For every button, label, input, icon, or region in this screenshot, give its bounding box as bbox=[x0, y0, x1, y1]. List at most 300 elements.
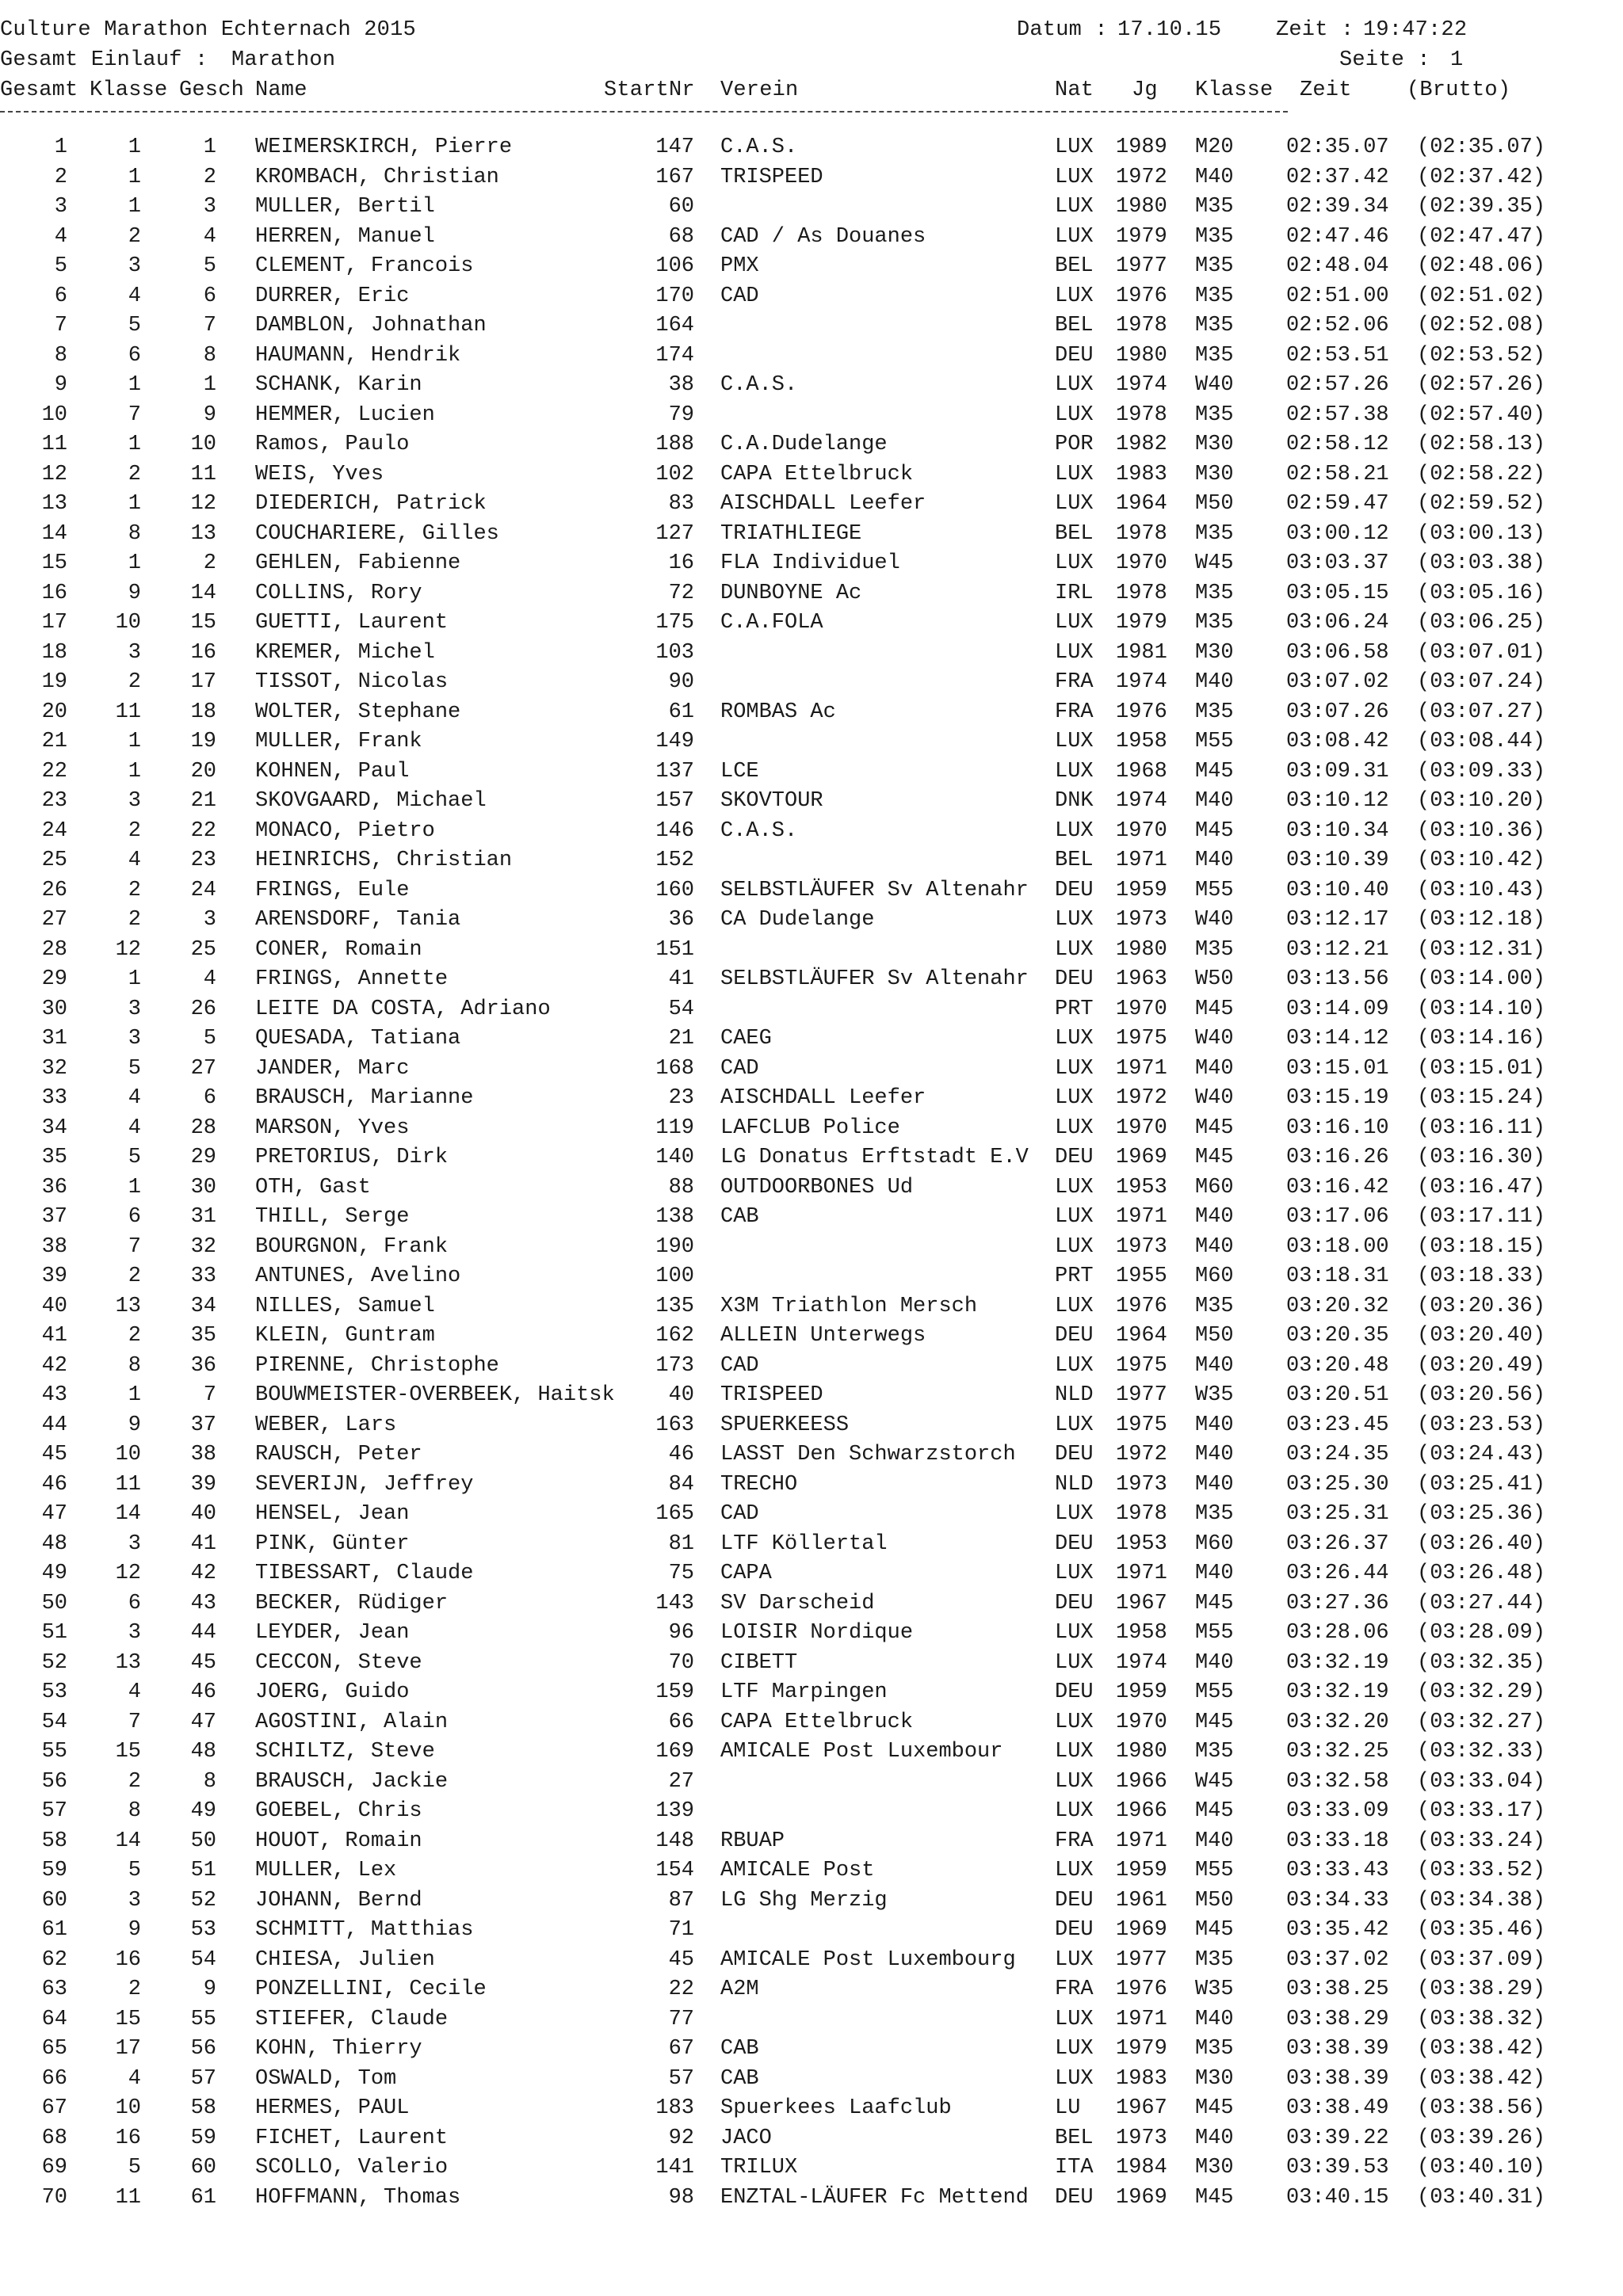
cell-name: AGOSTINI, Alain bbox=[255, 1710, 449, 1734]
cell-name: WEBER, Lars bbox=[255, 1413, 397, 1437]
cell-nat: LUX bbox=[1055, 1710, 1094, 1734]
cell-brutto: (03:28.09) bbox=[1417, 1621, 1546, 1645]
cell-startnr: 119 bbox=[655, 1116, 694, 1140]
cell-gesamt: 57 bbox=[41, 1799, 67, 1823]
cell-zeit: 03:06.24 bbox=[1286, 611, 1389, 635]
cell-nat: DEU bbox=[1055, 1146, 1094, 1169]
cell-nat: LUX bbox=[1055, 1740, 1094, 1764]
cell-jg: 1971 bbox=[1116, 1829, 1167, 1853]
cell-nat: BEL bbox=[1055, 2126, 1094, 2150]
cell-jg: 1970 bbox=[1116, 1116, 1167, 1140]
cell-klasse: 10 bbox=[115, 1443, 141, 1466]
col-header-nat: Nat bbox=[1055, 78, 1094, 102]
cell-startnr: 46 bbox=[668, 1443, 694, 1466]
cell-nat: DNK bbox=[1055, 789, 1094, 813]
cell-brutto: (03:05.16) bbox=[1417, 581, 1546, 605]
cell-verein: SV Darscheid bbox=[720, 1591, 875, 1615]
cell-startnr: 87 bbox=[668, 1888, 694, 1913]
cell-brutto: (03:26.40) bbox=[1417, 1531, 1546, 1556]
table-row bbox=[0, 1827, 1623, 1857]
cell-name: STIEFER, Claude bbox=[255, 2007, 449, 2031]
cell-zeit: 03:24.35 bbox=[1286, 1443, 1389, 1466]
cell-name: MONACO, Pietro bbox=[255, 818, 435, 843]
cell-verein: OUTDOORBONES Ud bbox=[720, 1175, 914, 1199]
cell-startnr: 135 bbox=[655, 1294, 694, 1318]
cell-name: KREMER, Michel bbox=[255, 640, 435, 665]
cell-gesch: 42 bbox=[190, 1562, 216, 1585]
cell-nat: LUX bbox=[1055, 1502, 1094, 1526]
cell-brutto: (03:33.24) bbox=[1417, 1829, 1546, 1853]
cell-name: COLLINS, Rory bbox=[255, 581, 422, 605]
cell-gesch: 47 bbox=[190, 1710, 216, 1734]
cell-jg: 1979 bbox=[1116, 611, 1167, 635]
cell-zeit: 03:09.31 bbox=[1286, 759, 1389, 784]
cell-gesch: 29 bbox=[190, 1146, 216, 1169]
cell-gesch: 1 bbox=[203, 373, 216, 397]
cell-startnr: 68 bbox=[668, 224, 694, 249]
cell-nat: LUX bbox=[1055, 908, 1094, 932]
cell-zeit: 03:10.39 bbox=[1286, 849, 1389, 872]
table-row bbox=[0, 906, 1623, 936]
cell-jg: 1959 bbox=[1116, 878, 1167, 902]
cell-name: ANTUNES, Avelino bbox=[255, 1264, 461, 1288]
cell-jg: 1972 bbox=[1116, 165, 1167, 189]
cell-name: SCHANK, Karin bbox=[255, 373, 422, 397]
cell-klasse2: M35 bbox=[1195, 937, 1234, 962]
cell-startnr: 165 bbox=[655, 1502, 694, 1526]
table-row bbox=[0, 936, 1623, 966]
cell-gesch: 30 bbox=[190, 1175, 216, 1199]
cell-klasse: 3 bbox=[128, 1621, 141, 1645]
cell-klasse: 3 bbox=[128, 640, 141, 665]
table-row bbox=[0, 639, 1623, 669]
cell-jg: 1978 bbox=[1116, 1502, 1167, 1526]
cell-name: NILLES, Samuel bbox=[255, 1294, 435, 1318]
table-row bbox=[0, 2183, 1623, 2214]
cell-brutto: (03:38.42) bbox=[1417, 2037, 1546, 2061]
cell-verein: TRILUX bbox=[720, 2156, 798, 2180]
cell-verein: X3M Triathlon Mersch bbox=[720, 1294, 978, 1318]
cell-startnr: 84 bbox=[668, 1472, 694, 1497]
cell-gesamt: 4 bbox=[54, 224, 67, 249]
cell-jg: 1966 bbox=[1116, 1799, 1167, 1823]
cell-klasse: 15 bbox=[115, 2007, 141, 2031]
cell-jg: 1977 bbox=[1116, 254, 1167, 278]
cell-klasse2: M50 bbox=[1195, 1888, 1234, 1913]
cell-gesch: 2 bbox=[203, 165, 216, 189]
col-header-gesamt: Gesamt bbox=[0, 78, 78, 102]
cell-zeit: 03:10.34 bbox=[1286, 818, 1389, 843]
cell-brutto: (03:32.27) bbox=[1417, 1710, 1546, 1734]
cell-zeit: 03:05.15 bbox=[1286, 581, 1389, 605]
cell-gesamt: 63 bbox=[41, 1978, 67, 2001]
cell-gesch: 7 bbox=[203, 314, 216, 338]
cell-klasse: 3 bbox=[128, 1888, 141, 1913]
cell-klasse2: M40 bbox=[1195, 789, 1234, 813]
cell-nat: FRA bbox=[1055, 700, 1094, 724]
cell-brutto: (02:51.02) bbox=[1417, 284, 1546, 308]
cell-verein: LCE bbox=[720, 759, 759, 784]
cell-jg: 1964 bbox=[1116, 492, 1167, 516]
cell-brutto: (02:39.35) bbox=[1417, 195, 1546, 219]
cell-klasse: 7 bbox=[128, 1234, 141, 1259]
cell-startnr: 170 bbox=[655, 284, 694, 308]
cell-zeit: 03:39.22 bbox=[1286, 2126, 1389, 2150]
cell-nat: LUX bbox=[1055, 373, 1094, 397]
cell-gesch: 44 bbox=[190, 1621, 216, 1645]
cell-jg: 1971 bbox=[1116, 1205, 1167, 1229]
cell-klasse: 13 bbox=[115, 1294, 141, 1318]
col-header-gesch: Gesch bbox=[179, 78, 245, 102]
cell-startnr: 149 bbox=[655, 730, 694, 753]
cell-gesch: 45 bbox=[190, 1650, 216, 1675]
cell-name: HEMMER, Lucien bbox=[255, 402, 435, 427]
cell-brutto: (03:18.33) bbox=[1417, 1264, 1546, 1288]
cell-zeit: 03:27.36 bbox=[1286, 1591, 1389, 1615]
cell-brutto: (03:16.30) bbox=[1417, 1146, 1546, 1169]
table-row bbox=[0, 1619, 1623, 1649]
cell-gesch: 28 bbox=[190, 1116, 216, 1140]
cell-zeit: 03:18.00 bbox=[1286, 1234, 1389, 1259]
cell-jg: 1978 bbox=[1116, 581, 1167, 605]
cell-klasse2: M40 bbox=[1195, 1234, 1234, 1259]
cell-zeit: 03:13.56 bbox=[1286, 967, 1389, 991]
cell-name: WEIMERSKIRCH, Pierre bbox=[255, 135, 513, 159]
cell-gesch: 8 bbox=[203, 343, 216, 368]
cell-brutto: (03:34.38) bbox=[1417, 1888, 1546, 1913]
cell-klasse2: M35 bbox=[1195, 1740, 1234, 1764]
cell-startnr: 75 bbox=[668, 1562, 694, 1585]
cell-startnr: 188 bbox=[655, 433, 694, 456]
cell-name: RAUSCH, Peter bbox=[255, 1443, 422, 1466]
table-row bbox=[0, 1203, 1623, 1233]
cell-nat: IRL bbox=[1055, 581, 1094, 605]
cell-jg: 1977 bbox=[1116, 1383, 1167, 1407]
cell-nat: LU bbox=[1055, 2096, 1081, 2120]
cell-startnr: 154 bbox=[655, 1859, 694, 1882]
col-header-klasse: Klasse bbox=[90, 78, 168, 102]
cell-gesamt: 34 bbox=[41, 1116, 67, 1140]
cell-gesamt: 13 bbox=[41, 492, 67, 516]
cell-zeit: 03:35.42 bbox=[1286, 1918, 1389, 1942]
cell-verein: FLA Individuel bbox=[720, 551, 900, 575]
cell-verein: DUNBOYNE Ac bbox=[720, 581, 862, 605]
cell-gesamt: 42 bbox=[41, 1353, 67, 1378]
cell-gesch: 52 bbox=[190, 1888, 216, 1913]
cell-jg: 1970 bbox=[1116, 1710, 1167, 1734]
cell-jg: 1972 bbox=[1116, 1443, 1167, 1466]
col-header-brutto: (Brutto) bbox=[1407, 78, 1511, 102]
cell-nat: LUX bbox=[1055, 937, 1094, 962]
cell-zeit: 03:38.29 bbox=[1286, 2007, 1389, 2031]
cell-jg: 1975 bbox=[1116, 1353, 1167, 1378]
cell-verein: CA Dudelange bbox=[720, 908, 875, 932]
cell-klasse: 6 bbox=[128, 1205, 141, 1229]
time-value: 19:47:22 bbox=[1363, 18, 1468, 42]
table-row bbox=[0, 1678, 1623, 1708]
cell-startnr: 66 bbox=[668, 1710, 694, 1734]
table-row bbox=[0, 2005, 1623, 2035]
cell-nat: LUX bbox=[1055, 2007, 1094, 2031]
cell-name: FICHET, Laurent bbox=[255, 2126, 449, 2150]
cell-klasse: 2 bbox=[128, 1324, 141, 1348]
cell-gesamt: 62 bbox=[41, 1947, 67, 1972]
cell-startnr: 41 bbox=[668, 967, 694, 991]
cell-nat: DEU bbox=[1055, 1888, 1094, 1913]
cell-jg: 1964 bbox=[1116, 1324, 1167, 1348]
cell-name: THILL, Serge bbox=[255, 1205, 410, 1229]
cell-zeit: 03:33.43 bbox=[1286, 1859, 1389, 1882]
cell-klasse2: M35 bbox=[1195, 1502, 1234, 1526]
cell-gesch: 1 bbox=[203, 135, 216, 159]
cell-verein: SKOVTOUR bbox=[720, 789, 823, 813]
table-row bbox=[0, 223, 1623, 253]
cell-gesch: 59 bbox=[190, 2126, 216, 2150]
cell-zeit: 03:26.44 bbox=[1286, 1562, 1389, 1585]
cell-klasse: 2 bbox=[128, 462, 141, 486]
cell-nat: NLD bbox=[1055, 1472, 1094, 1497]
cell-klasse2: M45 bbox=[1195, 1799, 1234, 1823]
cell-gesamt: 46 bbox=[41, 1472, 67, 1497]
cell-gesamt: 51 bbox=[41, 1621, 67, 1645]
cell-zeit: 03:15.01 bbox=[1286, 1056, 1389, 1081]
cell-gesamt: 59 bbox=[41, 1859, 67, 1882]
cell-zeit: 02:53.51 bbox=[1286, 343, 1389, 368]
cell-brutto: (03:40.31) bbox=[1417, 2185, 1546, 2210]
table-row bbox=[0, 846, 1623, 876]
cell-zeit: 03:28.06 bbox=[1286, 1621, 1389, 1645]
col-header-startnr: StartNr bbox=[604, 78, 695, 102]
table-row bbox=[0, 1352, 1623, 1382]
cell-gesch: 18 bbox=[190, 700, 216, 724]
cell-jg: 1980 bbox=[1116, 1740, 1167, 1764]
cell-startnr: 102 bbox=[655, 462, 694, 486]
cell-gesamt: 8 bbox=[54, 343, 67, 368]
table-row bbox=[0, 1114, 1623, 1144]
cell-zeit: 02:58.12 bbox=[1286, 433, 1389, 456]
cell-brutto: (03:07.01) bbox=[1417, 640, 1546, 665]
cell-brutto: (03:38.32) bbox=[1417, 2007, 1546, 2031]
table-row bbox=[0, 2124, 1623, 2154]
cell-gesamt: 11 bbox=[41, 433, 67, 456]
cell-nat: LUX bbox=[1055, 1056, 1094, 1081]
cell-klasse2: M40 bbox=[1195, 849, 1234, 872]
cell-startnr: 67 bbox=[668, 2037, 694, 2061]
cell-brutto: (03:32.35) bbox=[1417, 1650, 1546, 1675]
cell-zeit: 02:52.06 bbox=[1286, 314, 1389, 338]
cell-verein: CAD bbox=[720, 284, 759, 308]
cell-name: QUESADA, Tatiana bbox=[255, 1027, 461, 1051]
cell-klasse: 1 bbox=[128, 492, 141, 516]
cell-name: WOLTER, Stephane bbox=[255, 700, 461, 724]
cell-nat: LUX bbox=[1055, 224, 1094, 249]
cell-brutto: (03:33.17) bbox=[1417, 1799, 1546, 1823]
cell-klasse2: M30 bbox=[1195, 2066, 1234, 2091]
cell-gesch: 23 bbox=[190, 849, 216, 872]
cell-nat: LUX bbox=[1055, 135, 1094, 159]
cell-zeit: 03:34.33 bbox=[1286, 1888, 1389, 1913]
cell-startnr: 140 bbox=[655, 1146, 694, 1169]
cell-gesamt: 16 bbox=[41, 581, 67, 605]
cell-brutto: (03:10.20) bbox=[1417, 789, 1546, 813]
cell-nat: DEU bbox=[1055, 878, 1094, 902]
cell-gesamt: 47 bbox=[41, 1502, 67, 1526]
cell-nat: POR bbox=[1055, 433, 1094, 456]
cell-gesamt: 3 bbox=[54, 195, 67, 219]
cell-gesch: 61 bbox=[190, 2185, 216, 2210]
cell-klasse2: M55 bbox=[1195, 1621, 1234, 1645]
cell-jg: 1983 bbox=[1116, 2066, 1167, 2091]
table-row bbox=[0, 727, 1623, 757]
cell-klasse: 4 bbox=[128, 1086, 141, 1110]
cell-gesamt: 7 bbox=[54, 314, 67, 338]
cell-jg: 1972 bbox=[1116, 1086, 1167, 1110]
cell-startnr: 160 bbox=[655, 878, 694, 902]
cell-verein: CAD bbox=[720, 1353, 759, 1378]
cell-jg: 1976 bbox=[1116, 284, 1167, 308]
table-row bbox=[0, 1322, 1623, 1352]
cell-gesch: 9 bbox=[203, 402, 216, 427]
table-row bbox=[0, 252, 1623, 282]
cell-nat: LUX bbox=[1055, 1621, 1094, 1645]
cell-nat: LUX bbox=[1055, 1234, 1094, 1259]
cell-startnr: 79 bbox=[668, 402, 694, 427]
cell-verein: LASST Den Schwarzstorch bbox=[720, 1443, 1016, 1466]
cell-name: HENSEL, Jean bbox=[255, 1502, 410, 1526]
cell-gesamt: 17 bbox=[41, 611, 67, 635]
cell-gesch: 26 bbox=[190, 997, 216, 1021]
cell-startnr: 167 bbox=[655, 165, 694, 189]
table-row bbox=[0, 1797, 1623, 1827]
cell-klasse: 11 bbox=[115, 1472, 141, 1497]
cell-gesamt: 20 bbox=[41, 700, 67, 724]
cell-name: PONZELLINI, Cecile bbox=[255, 1978, 487, 2001]
cell-brutto: (03:20.49) bbox=[1417, 1353, 1546, 1378]
cell-gesamt: 41 bbox=[41, 1324, 67, 1348]
cell-klasse: 4 bbox=[128, 284, 141, 308]
cell-nat: LUX bbox=[1055, 1175, 1094, 1199]
cell-jg: 1967 bbox=[1116, 1591, 1167, 1615]
cell-brutto: (03:38.56) bbox=[1417, 2096, 1546, 2120]
cell-jg: 1982 bbox=[1116, 433, 1167, 456]
cell-zeit: 03:32.20 bbox=[1286, 1710, 1389, 1734]
cell-verein: C.A.S. bbox=[720, 373, 798, 397]
cell-startnr: 137 bbox=[655, 759, 694, 784]
cell-nat: LUX bbox=[1055, 551, 1094, 575]
table-row bbox=[0, 1292, 1623, 1322]
cell-klasse2: W40 bbox=[1195, 373, 1234, 397]
table-row bbox=[0, 1856, 1623, 1886]
table-row bbox=[0, 1500, 1623, 1530]
cell-gesch: 46 bbox=[190, 1680, 216, 1704]
cell-brutto: (03:14.00) bbox=[1417, 967, 1546, 991]
cell-name: JOHANN, Bernd bbox=[255, 1888, 422, 1913]
cell-klasse2: M40 bbox=[1195, 2126, 1234, 2150]
cell-gesch: 4 bbox=[203, 224, 216, 249]
cell-gesch: 25 bbox=[190, 937, 216, 962]
cell-brutto: (03:10.42) bbox=[1417, 849, 1546, 872]
cell-startnr: 151 bbox=[655, 937, 694, 962]
cell-verein: AISCHDALL Leefer bbox=[720, 492, 926, 516]
cell-klasse: 1 bbox=[128, 1383, 141, 1407]
cell-gesamt: 45 bbox=[41, 1443, 67, 1466]
cell-klasse2: W50 bbox=[1195, 967, 1234, 991]
cell-brutto: (03:32.33) bbox=[1417, 1740, 1546, 1764]
cell-klasse2: M45 bbox=[1195, 818, 1234, 843]
cell-gesamt: 9 bbox=[54, 373, 67, 397]
table-row bbox=[0, 1024, 1623, 1055]
cell-klasse2: M45 bbox=[1195, 2096, 1234, 2120]
cell-startnr: 173 bbox=[655, 1353, 694, 1378]
cell-klasse: 10 bbox=[115, 2096, 141, 2120]
cell-gesamt: 6 bbox=[54, 284, 67, 308]
cell-nat: LUX bbox=[1055, 492, 1094, 516]
table-row bbox=[0, 311, 1623, 341]
cell-klasse2: W35 bbox=[1195, 1978, 1234, 2001]
cell-klasse2: M55 bbox=[1195, 730, 1234, 753]
cell-verein: A2M bbox=[720, 1978, 759, 2001]
cell-startnr: 162 bbox=[655, 1324, 694, 1348]
cell-name: PRETORIUS, Dirk bbox=[255, 1146, 449, 1169]
cell-jg: 1975 bbox=[1116, 1413, 1167, 1437]
cell-klasse2: M30 bbox=[1195, 433, 1234, 456]
cell-startnr: 174 bbox=[655, 343, 694, 368]
cell-klasse2: M35 bbox=[1195, 224, 1234, 249]
cell-gesamt: 56 bbox=[41, 1769, 67, 1794]
cell-klasse2: M35 bbox=[1195, 314, 1234, 338]
cell-nat: BEL bbox=[1055, 314, 1094, 338]
cell-nat: PRT bbox=[1055, 997, 1094, 1021]
cell-klasse2: M40 bbox=[1195, 2007, 1234, 2031]
cell-startnr: 106 bbox=[655, 254, 694, 278]
cell-klasse: 5 bbox=[128, 314, 141, 338]
cell-gesamt: 36 bbox=[41, 1175, 67, 1199]
cell-startnr: 168 bbox=[655, 1056, 694, 1081]
cell-klasse2: M35 bbox=[1195, 700, 1234, 724]
cell-gesch: 40 bbox=[190, 1502, 216, 1526]
cell-startnr: 183 bbox=[655, 2096, 694, 2120]
cell-brutto: (03:20.56) bbox=[1417, 1383, 1546, 1407]
cell-brutto: (03:12.18) bbox=[1417, 908, 1546, 932]
cell-klasse: 5 bbox=[128, 1859, 141, 1882]
cell-klasse: 4 bbox=[128, 2066, 141, 2091]
cell-klasse: 6 bbox=[128, 343, 141, 368]
cell-nat: LUX bbox=[1055, 1353, 1094, 1378]
cell-jg: 1981 bbox=[1116, 640, 1167, 665]
cell-brutto: (02:57.26) bbox=[1417, 373, 1546, 397]
cell-gesch: 50 bbox=[190, 1829, 216, 1853]
cell-verein: JACO bbox=[720, 2126, 772, 2150]
cell-gesamt: 37 bbox=[41, 1205, 67, 1229]
cell-klasse2: M40 bbox=[1195, 1056, 1234, 1081]
cell-brutto: (03:35.46) bbox=[1417, 1918, 1546, 1942]
cell-zeit: 03:38.39 bbox=[1286, 2066, 1389, 2091]
cell-gesch: 33 bbox=[190, 1264, 216, 1288]
cell-klasse: 5 bbox=[128, 2156, 141, 2180]
cell-klasse: 17 bbox=[115, 2037, 141, 2061]
cell-klasse: 1 bbox=[128, 373, 141, 397]
cell-jg: 1969 bbox=[1116, 1146, 1167, 1169]
cell-klasse2: M45 bbox=[1195, 1710, 1234, 1734]
cell-name: PIRENNE, Christophe bbox=[255, 1353, 499, 1378]
cell-name: LEITE DA COSTA, Adriano bbox=[255, 997, 551, 1021]
cell-name: CHIESA, Julien bbox=[255, 1947, 435, 1972]
cell-gesamt: 24 bbox=[41, 818, 67, 843]
cell-name: KOHN, Thierry bbox=[255, 2037, 422, 2061]
cell-verein: LTF Köllertal bbox=[720, 1531, 888, 1556]
table-row bbox=[0, 876, 1623, 906]
cell-klasse: 4 bbox=[128, 1116, 141, 1140]
